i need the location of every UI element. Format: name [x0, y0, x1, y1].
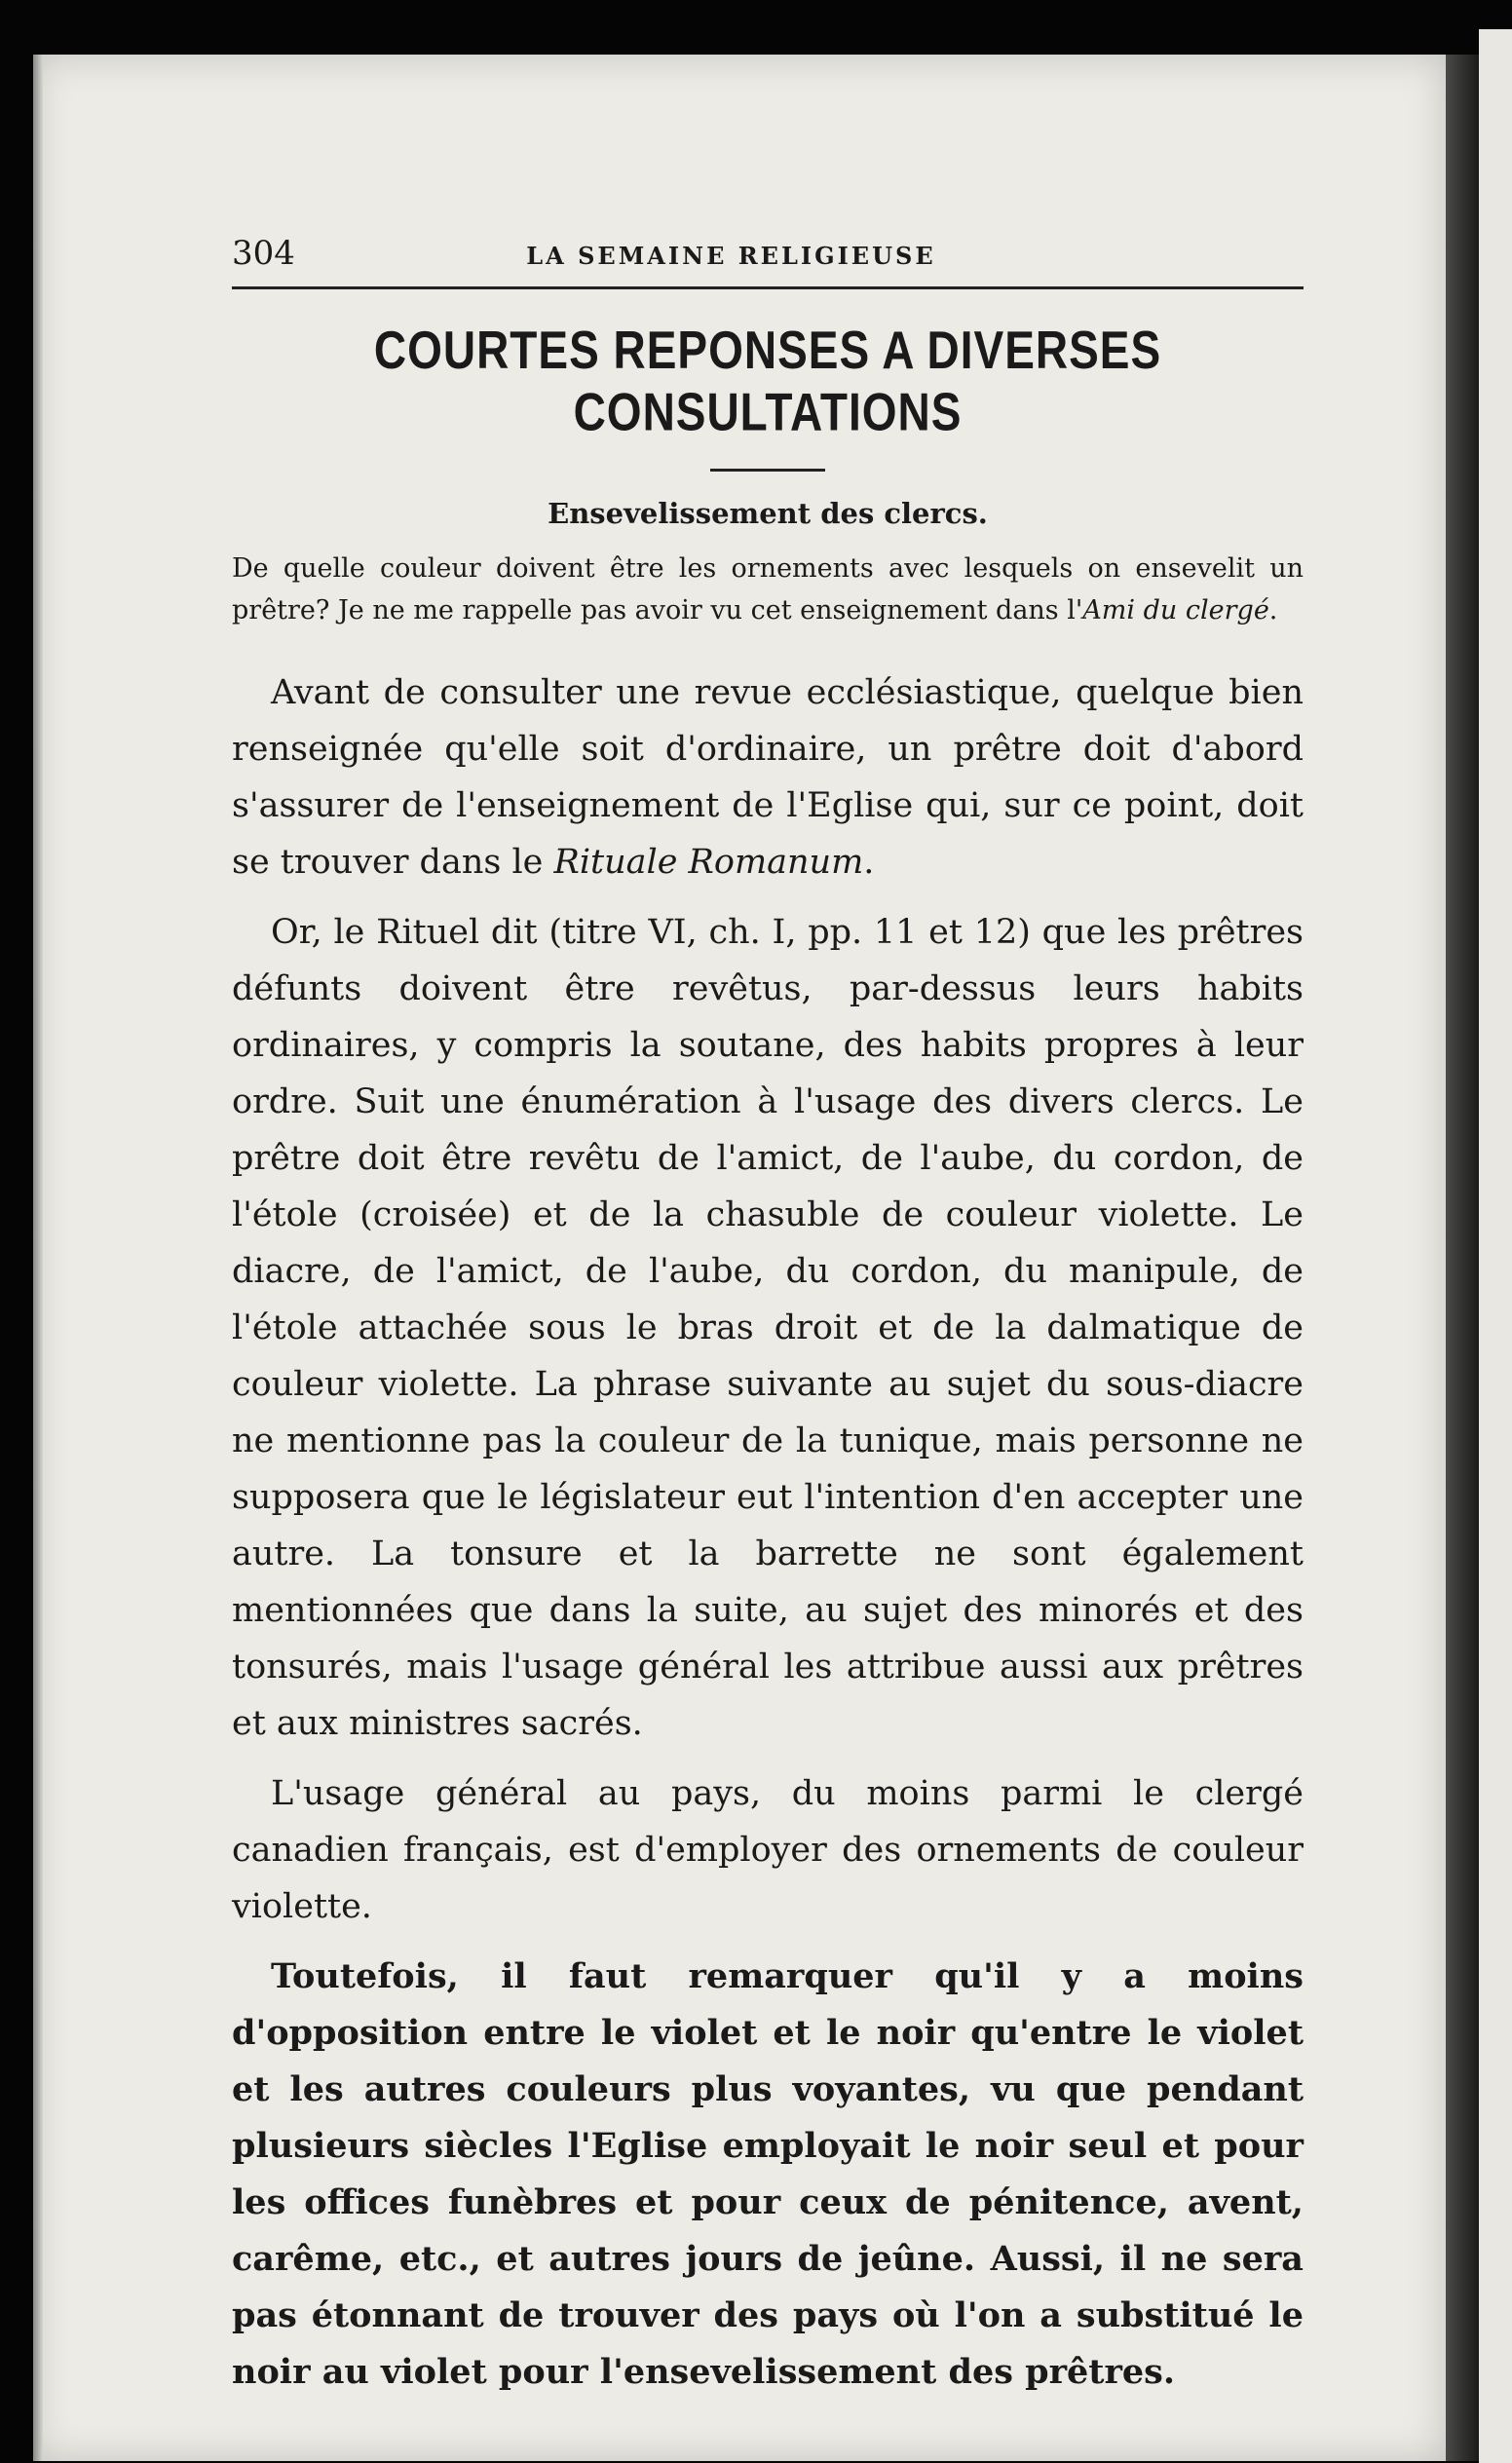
- question-text: De quelle couleur doivent être les ornements avec lesquels on ensevelit un prêtre? Je ne me rappelle pas avoir vu cet enseignement dans l': [232, 553, 1304, 625]
- running-head: [232, 234, 1304, 289]
- reader-question: [232, 548, 1304, 631]
- page-number: 304: [232, 234, 295, 273]
- page-content: [232, 234, 1304, 2401]
- page-gutter-shadow: [33, 55, 43, 2461]
- answer-paragraph-1: [232, 664, 1304, 890]
- journal-title: LA SEMAINE RELIGIEUSE: [526, 242, 936, 270]
- answer-paragraph-4: Toutefois, il faut remarquer qu'il y a moins d'opposition entre le violet et le noir qu'entre le violet et les autres couleurs plus voyantes, vu que pendant plusieurs siècles l'Eglise employait le noir seul et pour les offices funèbres et pour ceux de pénitence, avent, carême, etc., et autres jours de jeûne. Aussi, il ne sera pas étonnant de trouver des pays où l'on a substitué le noir au violet pour l'ensevelissement des prêtres.: [232, 1956, 1304, 2392]
- question-italic-reference: Ami du clergé: [1082, 595, 1269, 625]
- paragraph-1-italic-reference: Rituale Romanum: [553, 843, 864, 882]
- title-rule: [710, 469, 825, 472]
- article-title: COURTES REPONSES A DIVERSES CONSULTATIONS: [373, 320, 1162, 442]
- section-title: Ensevelissement des clercs.: [548, 497, 988, 530]
- paragraph-1-text: Avant de consulter une revue ecclésiastique, quelque bien renseignée qu'elle soit d'ordinaire, un prêtre doit d'abord s'assurer de l'enseignement de l'Eglise qui, sur ce point, doit se trouver dans le: [232, 673, 1304, 882]
- adjacent-page-edge: [1479, 29, 1512, 2463]
- answer-paragraph-3: L'usage général au pays, du moins parmi le clergé canadien français, est d'employer des ornements de couleur violette.: [232, 1774, 1304, 1926]
- paragraph-1-text-end: .: [863, 843, 875, 882]
- question-text-end: .: [1268, 595, 1278, 625]
- answer-paragraph-2: Or, le Rituel dit (titre VI, ch. I, pp. 11 et 12) que les prêtres défunts doivent être revêtus, par-dessus leurs habits ordinaires, y compris la soutane, des habits propres à leur ordre. Suit une énumération à l'usage des divers clercs. Le prêtre doit être revêtu de l'amict, de l'aube, du cordon, de l'étole (croisée) et de la chasuble de couleur violette. Le diacre, de l'amict, de l'aube, du cordon, du manipule, de l'étole attachée sous le bras droit et de la dalmatique de couleur violette. La phrase suivante au sujet du sous-diacre ne mentionne pas la couleur de la tunique, mais personne ne supposera que le législateur eut l'intention d'en accepter une autre. La tonsure et la barrette ne sont également mentionnées que dans la suite, au sujet des minorés et des tonsurés, mais l'usage général les attribue aussi aux prêtres et aux ministres sacrés.: [232, 913, 1304, 1743]
- page-right-edge: [1446, 55, 1479, 2461]
